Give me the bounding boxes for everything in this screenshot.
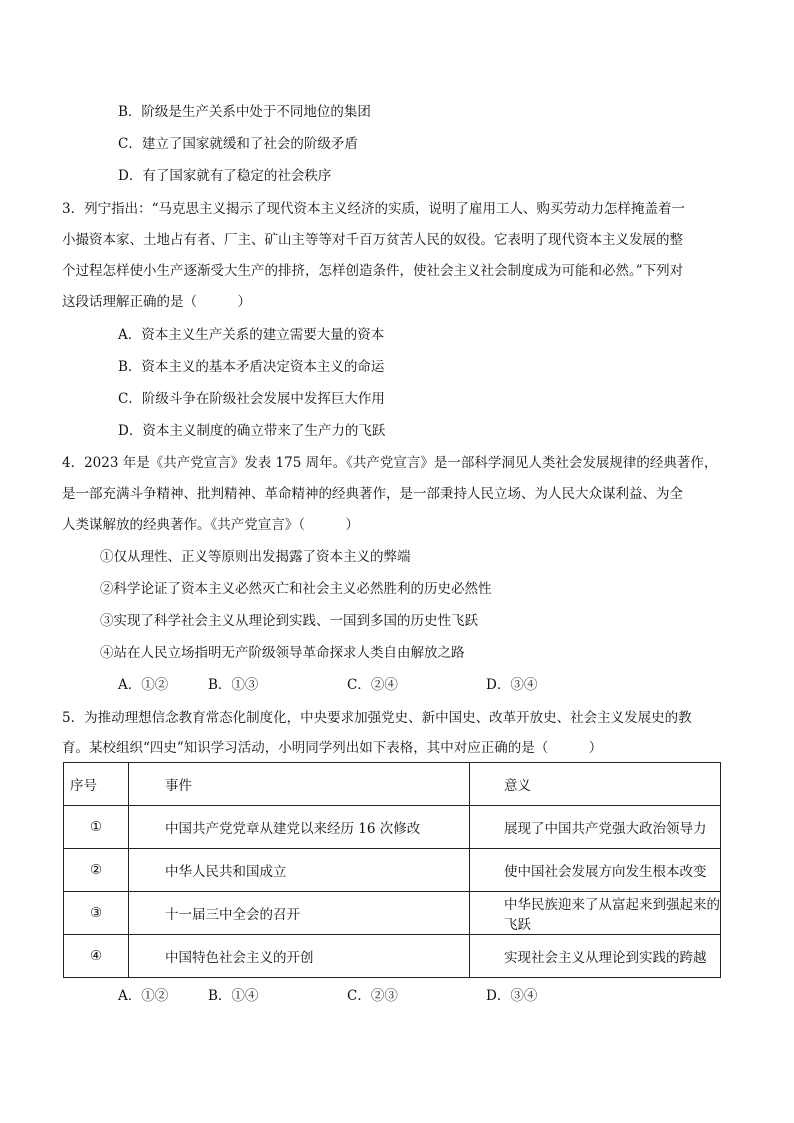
header-number: 序号: [64, 763, 129, 806]
q2-option-c: C．建立了国家就缓和了社会的阶级矛盾: [118, 136, 358, 152]
q4-choice-d: D．③④: [486, 677, 538, 693]
table-row: [64, 935, 721, 978]
q4-statement-1: ①仅从理性、正义等原则出发揭露了资本主义的弊端: [100, 549, 411, 565]
q3-option-c: C．阶级斗争在阶级社会发展中发挥巨大作用: [118, 391, 385, 407]
q3-stem-line-1: 3．列宁指出：“马克思主义揭示了现代资本主义经济的实质，说明了雇用工人、购买劳动力怎样掩盖着一: [62, 201, 685, 217]
row-event: 中国共产党党章从建党以来经历 16 次修改: [129, 806, 470, 849]
q5-choice-b: B．①④: [208, 988, 259, 1004]
q4-choice-b: B．①③: [208, 677, 259, 693]
q3-option-a: A．资本主义生产关系的建立需要大量的资本: [118, 327, 385, 343]
row-event: 十一届三中全会的召开: [129, 892, 470, 935]
row-number: ③: [64, 892, 129, 935]
row-event: 中华人民共和国成立: [129, 849, 470, 892]
q3-stem-line-4: 这段话理解正确的是（ ）: [62, 294, 251, 310]
row-number: ②: [64, 849, 129, 892]
q4-stem-line-2: 是一部充满斗争精神、批判精神、革命精神的经典著作，是一部秉持人民立场、为人民大众谋利益、为全: [62, 486, 683, 502]
q2-option-b: B．阶级是生产关系中处于不同地位的集团: [118, 104, 371, 120]
row-significance: 使中国社会发展方向发生根本改变: [470, 849, 721, 892]
q4-choice-a: A．①②: [118, 677, 169, 693]
q3-option-d: D．资本主义制度的确立带来了生产力的飞跃: [118, 423, 386, 439]
table-row: [64, 892, 721, 935]
q4-choice-c: C．②④: [347, 677, 398, 693]
row-significance: 中华民族迎来了从富起来到强起来的飞跃: [470, 892, 721, 935]
q4-choices: [0, 675, 794, 695]
q3-stem-line-3: 个过程怎样使小生产逐渐受大生产的排挤，怎样创造条件，使社会主义社会制度成为可能和必然。”下列对: [62, 263, 684, 279]
q5-stem-line-1: 5．为推动理想信念教育常态化制度化，中央要求加强党史、新中国史、改革开放史、社会主义发展史的教: [62, 710, 692, 726]
four-histories-table: [63, 762, 721, 978]
q2-option-d: D．有了国家就有了稳定的社会秩序: [118, 168, 332, 184]
q5-choice-c: C．②③: [347, 988, 398, 1004]
q4-statement-2: ②科学论证了资本主义必然灭亡和社会主义必然胜利的历史必然性: [100, 581, 492, 597]
row-number: ④: [64, 935, 129, 978]
q4-statement-3: ③实现了科学社会主义从理论到实践、一国到多国的历史性飞跃: [100, 613, 478, 629]
q4-stem-line-3: 人类谋解放的经典著作。《共产党宣言》（ ）: [62, 517, 359, 533]
row-event: 中国特色社会主义的开创: [129, 935, 470, 978]
q3-stem-line-2: 小撮资本家、土地占有者、厂主、矿山主等等对千百万贫苦人民的奴役。它表明了现代资本主义发展的整: [62, 232, 683, 248]
q4-stem-line-1: 4．2023 年是《共产党宣言》发表 175 周年。《共产党宣言》是一部科学洞见人类社会发展规律的经典著作，: [62, 455, 718, 471]
row-significance: 实现社会主义从理论到实践的跨越: [470, 935, 721, 978]
q5-choices: [0, 986, 794, 1006]
row-number: ①: [64, 806, 129, 849]
header-event: 事件: [129, 763, 470, 806]
table-header-row: [64, 763, 721, 806]
q5-choice-a: A．①②: [118, 988, 169, 1004]
table-row: [64, 849, 721, 892]
q5-stem-line-2: 育。某校组织“四史”知识学习活动，小明同学列出如下表格，其中对应正确的是（ ）: [62, 740, 603, 756]
row-significance: 展现了中国共产党强大政治领导力: [470, 806, 721, 849]
q3-option-b: B．资本主义的基本矛盾决定资本主义的命运: [118, 359, 385, 375]
q4-statement-4: ④站在人民立场指明无产阶级领导革命探求人类自由解放之路: [100, 645, 465, 661]
q5-choice-d: D．③④: [486, 988, 538, 1004]
header-significance: 意义: [470, 763, 721, 806]
table-row: [64, 806, 721, 849]
